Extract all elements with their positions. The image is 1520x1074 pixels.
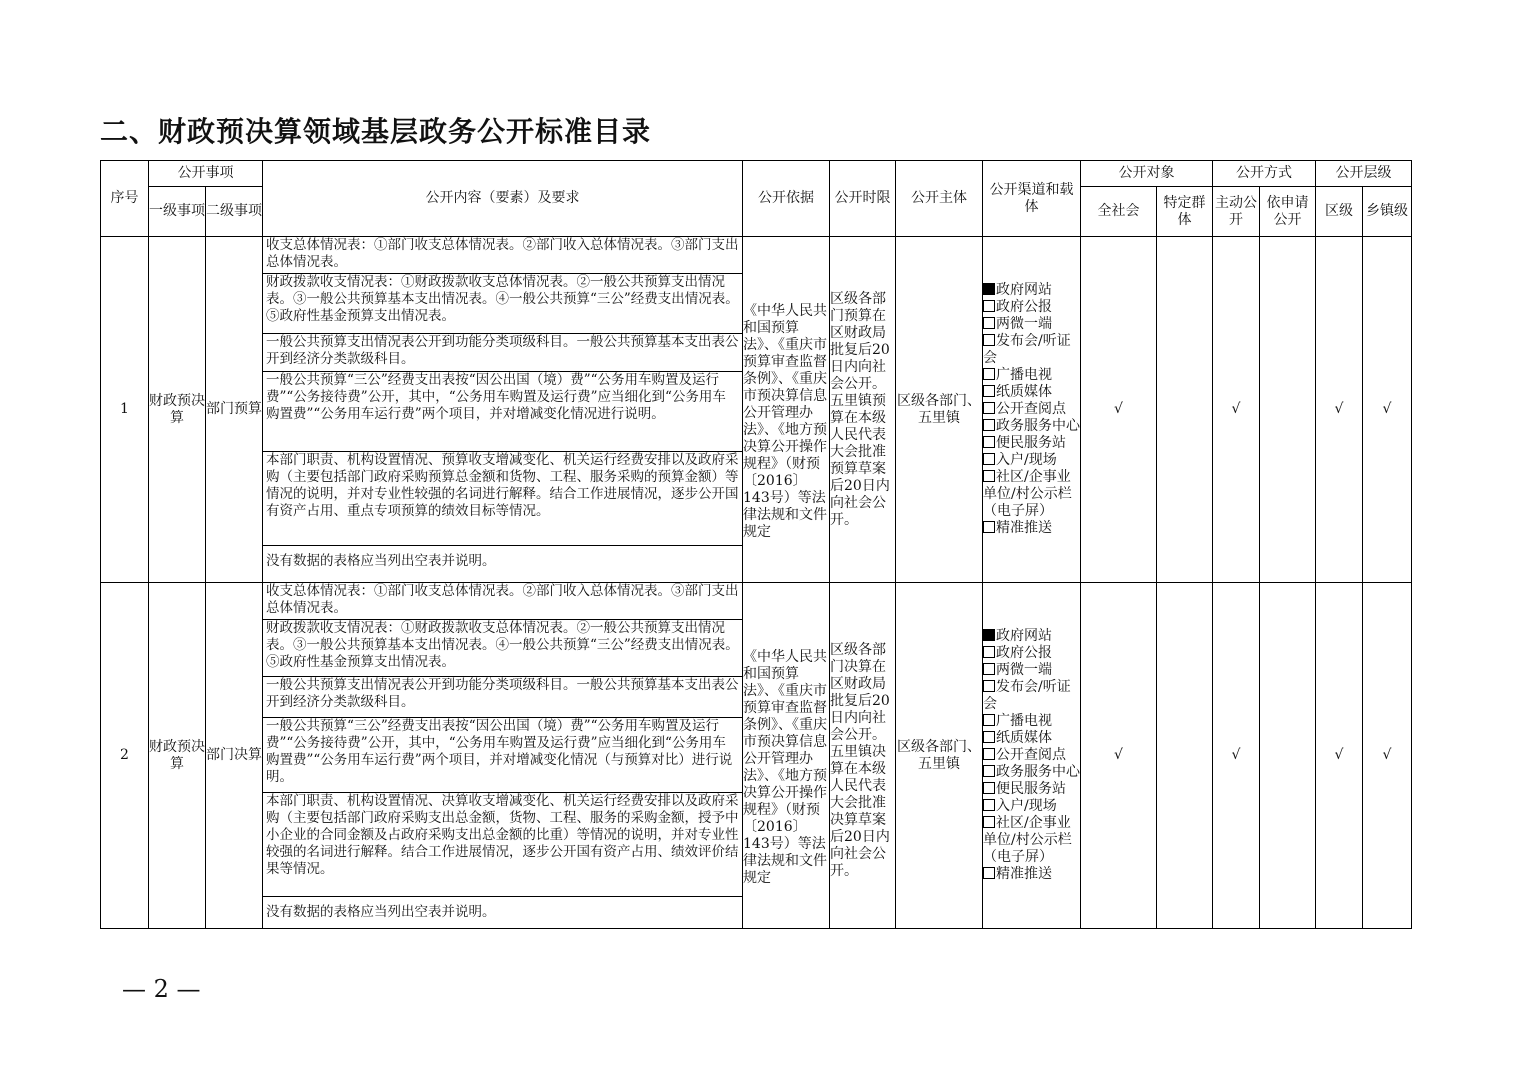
header-active: 主动公开 [1213, 187, 1260, 237]
row-subject: 区级各部门、五里镇 [896, 583, 983, 929]
checkbox-icon [983, 731, 995, 743]
content-item: 一般公共预算“三公”经费支出表按“因公出国（境）费”“公务用车购置及运行费”“公务接待费”公开，其中，“公务用车购置及运行费”应当细化到“公务用车购置费”“公务用车运行费”两个项目，并对增减变化情况进行说明。 [263, 372, 742, 452]
checkbox-icon [983, 782, 995, 794]
channel-item: 政府公报 [983, 299, 1080, 316]
row-timelimit: 区级各部门预算在区财政局批复后20日内向社会公开。五里镇预算在本级人民代表大会批准预算草案后20日内向社会公开。 [830, 237, 896, 583]
header-level1: 一级事项 [149, 187, 206, 237]
header-object: 公开对象 [1081, 161, 1213, 187]
row-timelimit: 区级各部门决算在区财政局批复后20日内向社会公开。五里镇决算在本级人民代表大会批准决算草案后20日内向社会公开。 [830, 583, 896, 929]
page-number: — 2 — [122, 975, 201, 1003]
channel-item: 公开查阅点 [983, 401, 1080, 418]
checkbox-icon [983, 317, 995, 329]
channel-item: 纸质媒体 [983, 384, 1080, 401]
channel-item: 政务服务中心 [983, 764, 1080, 781]
row-level1: 财政预决算 [149, 237, 206, 583]
checkbox-checked-icon [983, 283, 995, 295]
channel-item: 精准推送 [983, 866, 1080, 883]
checkbox-icon [983, 453, 995, 465]
row-level2: 部门预算 [206, 237, 263, 583]
checkbox-checked-icon [983, 629, 995, 641]
row-channels [983, 583, 1081, 929]
content-item: 一般公共预算支出情况表公开到功能分类项级科目。一般公共预算基本支出表公开到经济分类款级科目。 [263, 334, 742, 372]
channel-item: 政务服务中心 [983, 418, 1080, 435]
checkbox-icon [983, 646, 995, 658]
channel-item: 政府公报 [983, 645, 1080, 662]
channel-item: 公开查阅点 [983, 747, 1080, 764]
content-item: 一般公共预算“三公”经费支出表按“因公出国（境）费”“公务用车购置及运行费”“公务接待费”公开，其中，“公务用车购置及运行费”应当细化到“公务用车购置费”“公务用车运行费”两个项目，并对增减变化情况（与预算对比）进行说明。 [263, 718, 742, 793]
channel-item: 社区/企事业单位/村公示栏（电子屏） [983, 815, 1072, 865]
content-item: 财政拨款收支情况表：①财政拨款收支总体情况表。②一般公共预算支出情况表。③一般公共预算基本支出情况表。④一般公共预算“三公”经费支出情况表。⑤政府性基金预算支出情况表。 [263, 620, 742, 677]
checkbox-icon [983, 714, 995, 726]
header-matters: 公开事项 [149, 161, 263, 187]
checkbox-icon [983, 470, 995, 482]
channel-item: 纸质媒体 [983, 730, 1080, 747]
channel-item: 发布会/听证会 [983, 679, 1071, 712]
row-all-society: √ [1081, 583, 1157, 929]
content-item: 财政拨款收支情况表：①财政拨款收支总体情况表。②一般公共预算支出情况表。③一般公共预算基本支出情况表。④一般公共预算“三公”经费支出情况表。⑤政府性基金预算支出情况表。 [263, 274, 742, 334]
header-seq: 序号 [101, 161, 149, 237]
row-town: √ [1363, 583, 1412, 929]
header-level2: 二级事项 [206, 187, 263, 237]
row-district: √ [1316, 237, 1363, 583]
row-channels [983, 237, 1081, 583]
checkbox-icon [983, 521, 995, 533]
row-basis: 《中华人民共和国预算法》、《重庆市预算审查监督条例》、《重庆市预决算信息公开管理办法》、《地方预决算公开操作规程》（财预〔2016〕143号）等法律法规和文件规定 [743, 583, 830, 929]
row-level2: 部门决算 [206, 583, 263, 929]
checkbox-icon [983, 799, 995, 811]
row-apply [1260, 583, 1316, 929]
checkbox-icon [983, 765, 995, 777]
row-active: √ [1213, 237, 1260, 583]
header-town: 乡镇级 [1363, 187, 1412, 237]
channel-item: 发布会/听证会 [983, 333, 1071, 366]
header-all-society: 全社会 [1081, 187, 1157, 237]
row-specific [1157, 237, 1213, 583]
header-timelimit: 公开时限 [830, 161, 896, 237]
checkbox-icon [983, 816, 995, 828]
header-district: 区级 [1316, 187, 1363, 237]
row-specific [1157, 583, 1213, 929]
content-item: 收支总体情况表：①部门收支总体情况表。②部门收入总体情况表。③部门支出总体情况表。 [263, 237, 742, 274]
header-method: 公开方式 [1213, 161, 1316, 187]
table-row [101, 583, 1412, 929]
page-title: 二、财政预决算领域基层政务公开标准目录 [100, 115, 652, 148]
channel-item: 两微一端 [983, 662, 1080, 679]
content-item: 本部门职责、机构设置情况、决算收支增减变化、机关运行经费安排以及政府采购（主要包括部门政府采购支出总金额，货物、工程、服务的采购金额，授予中小企业的合同金额及占政府采购支出总金额的比重）等情况的说明，并对专业性较强的名词进行解释。结合工作进展情况，逐步公开国有资产占用、绩效评价结果等情况。 [263, 793, 742, 897]
checkbox-icon [983, 368, 995, 380]
channel-item: 精准推送 [983, 520, 1080, 537]
checkbox-icon [983, 402, 995, 414]
row-content [263, 583, 743, 929]
checkbox-icon [983, 385, 995, 397]
channel-item: 入户/现场 [983, 452, 1080, 469]
row-seq: 1 [101, 237, 149, 583]
channel-item: 便民服务站 [983, 435, 1080, 452]
catalog-table [100, 160, 1412, 929]
row-seq: 2 [101, 583, 149, 929]
row-basis: 《中华人民共和国预算法》、《重庆市预算审查监督条例》、《重庆市预决算信息公开管理办法》、《地方预决算公开操作规程》（财预〔2016〕143号）等法律法规和文件规定 [743, 237, 830, 583]
content-item: 收支总体情况表：①部门收支总体情况表。②部门收入总体情况表。③部门支出总体情况表。 [263, 583, 742, 620]
checkbox-icon [983, 334, 995, 346]
row-town: √ [1363, 237, 1412, 583]
header-apply: 依申请公开 [1260, 187, 1316, 237]
header-basis: 公开依据 [743, 161, 830, 237]
row-district: √ [1316, 583, 1363, 929]
checkbox-icon [983, 419, 995, 431]
table-row [101, 237, 1412, 583]
channel-item: 便民服务站 [983, 781, 1080, 798]
channel-item: 广播电视 [983, 367, 1080, 384]
row-active: √ [1213, 583, 1260, 929]
checkbox-icon [983, 436, 995, 448]
row-subject: 区级各部门、五里镇 [896, 237, 983, 583]
channel-item: 两微一端 [983, 316, 1080, 333]
content-item: 本部门职责、机构设置情况、预算收支增减变化、机关运行经费安排以及政府采购（主要包括部门政府采购预算总金额和货物、工程、服务采购的预算金额）等情况的说明，并对专业性较强的名词进行解释。结合工作进展情况，逐步公开国有资产占用、重点专项预算的绩效目标等情况。 [263, 452, 742, 546]
checkbox-icon [983, 300, 995, 312]
content-item: 没有数据的表格应当列出空表并说明。 [266, 553, 496, 569]
checkbox-icon [983, 867, 995, 879]
checkbox-icon [983, 680, 995, 692]
row-level1: 财政预决算 [149, 583, 206, 929]
channel-item: 广播电视 [983, 713, 1080, 730]
channel-item: 政府网站 [983, 282, 1080, 299]
checkbox-icon [983, 663, 995, 675]
header-subject: 公开主体 [896, 161, 983, 237]
checkbox-icon [983, 748, 995, 760]
header-specific: 特定群体 [1157, 187, 1213, 237]
channel-item: 社区/企事业单位/村公示栏（电子屏） [983, 469, 1072, 519]
content-item: 一般公共预算支出情况表公开到功能分类项级科目。一般公共预算基本支出表公开到经济分类款级科目。 [263, 677, 742, 718]
header-content: 公开内容（要素）及要求 [263, 161, 743, 237]
row-apply [1260, 237, 1316, 583]
header-channel: 公开渠道和载体 [983, 161, 1081, 237]
content-item: 没有数据的表格应当列出空表并说明。 [266, 904, 496, 920]
row-content [263, 237, 743, 583]
header-level: 公开层级 [1316, 161, 1412, 187]
row-all-society: √ [1081, 237, 1157, 583]
channel-item: 政府网站 [983, 628, 1080, 645]
channel-item: 入户/现场 [983, 798, 1080, 815]
